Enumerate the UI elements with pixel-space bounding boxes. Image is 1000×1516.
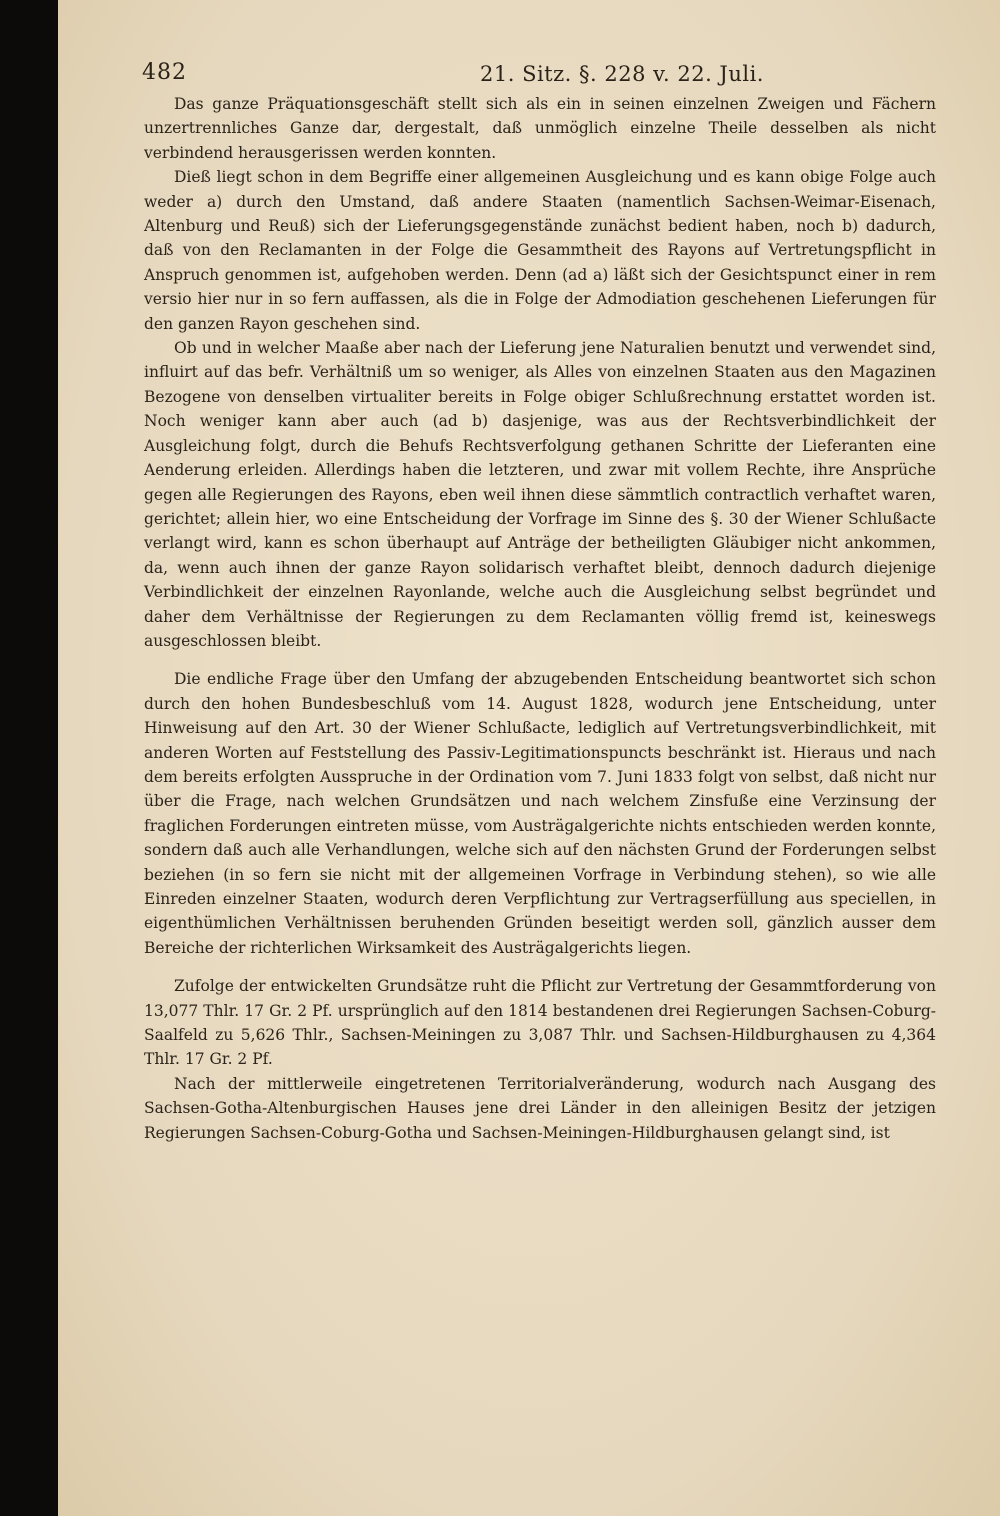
paragraph: Die endliche Frage über den Umfang der abzugebenden Entscheidung beantwortet sich schon durch den hohen Bundesbeschluß vom 14. August 1828, wodurch jene Entscheidung, unter Hinweisung auf den Art. 30 der Wiener Schlußacte, lediglich auf Vertretungsverbindlichkeit, mit anderen Worten auf Feststellung des Passiv-Legitimationspuncts beschränkt ist. Hieraus und nach dem bereits erfolgten Ausspruche in der Ordination vom 7. Juni 1833 folgt von selbst, daß nicht nur über die Frage, nach welchen Grundsätzen und nach welchem Zinsfuße eine Verzinsung der fraglichen Forderungen eintreten müsse, vom Austrägalgerichte nichts entschieden werden konnte, sondern daß auch alle Verhandlungen, welche sich auf den nächsten Grund der Forderungen selbst beziehen (in so fern sie nicht mit der allgemeinen Vorfrage in Verbindung stehen), so wie alle Einreden einzelner Staaten, wodurch deren Verpflichtung zur Vertragserfüllung aus speciellen, in eigenthümlichen Verhältnissen beruhenden Gründen beseitigt werden soll, gänzlich ausser dem Bereiche der richterlichen Wirksamkeit des Austrägalgerichts liegen. — [144, 670, 936, 957]
paragraph: Nach der mittlerweile eingetretenen Territorialveränderung, wodurch nach Ausgang des Sachsen-Gotha-Altenburgischen Hauses jene drei Länder in den alleinigen Besitz der jetzigen Regierungen Sachsen-Coburg-Gotha und Sachsen-Meiningen-Hildburghausen gelangt sind, ist — [144, 1074, 936, 1142]
page-number: 482 — [142, 60, 187, 85]
page-header — [142, 60, 902, 92]
paragraph: Das ganze Präquationsgeschäft stellt sich als ein in seinen einzelnen Zweigen und Fächern unzertrennliches Ganze dar, dergestalt, daß unmöglich einzelne Theile desselben als nicht verbindend herausgerissen werden konnten. — [144, 95, 936, 162]
paragraph: Dieß liegt schon in dem Begriffe einer allgemeinen Ausgleichung und es kann obige Folge auch weder a) durch den Umstand, daß andere Staaten (namentlich Sachsen-Weimar-Eisenach, Altenburg und Reuß) sich der Lieferungsgegenstände zunächst bedient haben, noch b) dadurch, daß von den Reclamanten in der Folge die Gesammtheit des Rayons auf Vertretungspflicht in Anspruch genommen ist, aufgehoben werden. Denn (ad a) läßt sich der Gesichtspunct einer in rem versio hier nur in so fern auffassen, als die in Folge der Admodiation geschehenen Lieferungen für den ganzen Rayon geschehen sind. — [144, 168, 936, 333]
paragraph: Zufolge der entwickelten Grundsätze ruht die Pflicht zur Vertretung der Gesammtforderung von 13,077 Thlr. 17 Gr. 2 Pf. ursprünglich auf den 1814 bestandenen drei Regierungen Sachsen-Coburg-Saalfeld zu 5,626 Thlr., Sachsen-Meiningen zu 3,087 Thlr. und Sachsen-Hildburghausen zu 4,364 Thlr. 17 Gr. 2 Pf. — [144, 977, 936, 1069]
body-text — [144, 92, 936, 1145]
running-head: 21. Sitz. §. 228 v. 22. Juli. — [480, 62, 764, 86]
paragraph: Ob und in welcher Maaße aber nach der Lieferung jene Naturalien benutzt und verwendet sind, influirt auf das befr. Verhältniß um so weniger, als Alles von einzelnen Staaten aus den Magazinen Bezogene von denselben virtualiter bereits in Folge obiger Schlußrechnung erstattet worden ist. Noch weniger kann aber auch (ad b) dasjenige, was aus der Rechtsverbindlichkeit der Ausgleichung folgt, durch die Behufs Rechtsverfolgung gethanen Schritte der Lieferanten eine Aenderung erleiden. Allerdings haben die letzteren, und zwar mit vollem Rechte, ihre Ansprüche gegen alle Regierungen des Rayons, eben weil ihnen diese sämmtlich contractlich verhaftet waren, gerichtet; allein hier, wo eine Entscheidung der Vorfrage im Sinne des §. 30 der Wiener Schlußacte verlangt wird, kann es schon überhaupt auf Anträge der betheiligten Gläubiger nicht ankommen, da, wenn auch ihnen der ganze Rayon solidarisch verhaftet bleibt, dennoch dadurch diejenige Verbindlichkeit der einzelnen Rayonlande, welche auch die Ausgleichung selbst begründet und daher dem Verhältnisse der Regierungen zu dem Reclamanten völlig fremd ist, keineswegs ausgeschlossen bleibt. — [144, 339, 936, 650]
book-page — [58, 0, 1000, 1516]
